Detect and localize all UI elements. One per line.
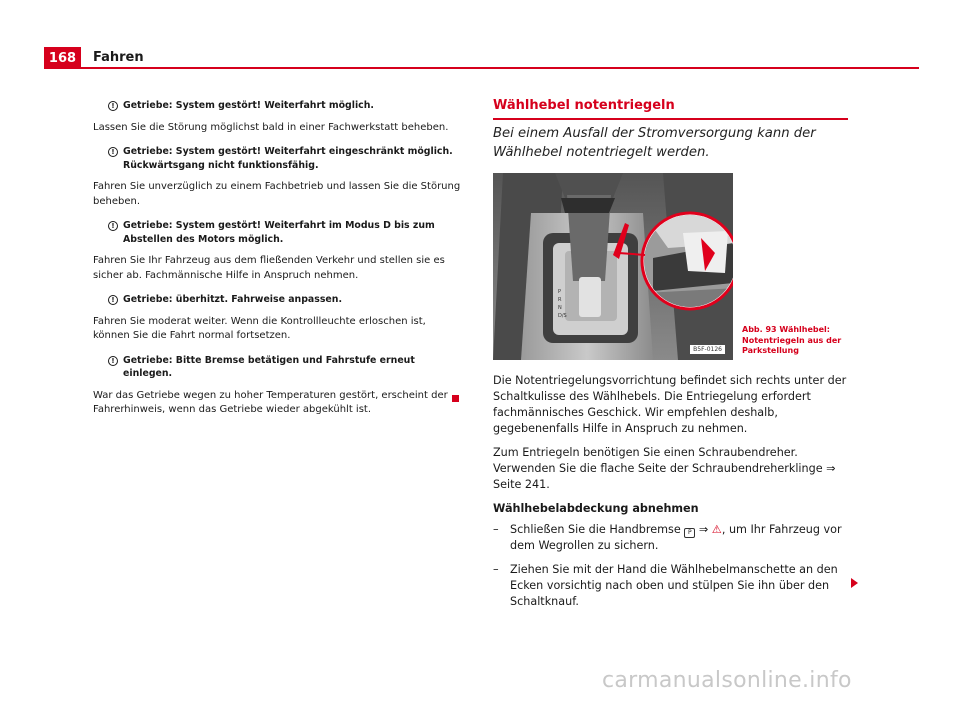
- step-1: [493, 522, 853, 554]
- message-3: [93, 219, 465, 246]
- step-text-before: Schließen Sie die Handbremse: [510, 523, 681, 536]
- step-text-after: , um Ihr Fahrzeug vor dem Wegrollen zu sichern.: [510, 523, 842, 552]
- header-rule: [44, 67, 919, 69]
- continue-arrow-icon: [851, 578, 858, 588]
- figure-caption-text: Wählhebel: Notentriegeln aus der Parkstellung: [742, 325, 842, 355]
- warning-circle-icon: !: [108, 147, 118, 157]
- svg-text:N: N: [558, 305, 562, 311]
- message-text: Getriebe: überhitzt. Fahrweise anpassen.: [123, 294, 343, 305]
- message-body: Fahren Sie moderat weiter. Wenn die Kontrollleuchte erloschen ist, können Sie die Fahrt normal fortsetzen.: [93, 315, 426, 341]
- svg-text:D/S: D/S: [558, 313, 567, 319]
- warning-circle-icon: !: [108, 295, 118, 305]
- step-text: [510, 522, 853, 554]
- section-end-mark: [452, 395, 459, 402]
- left-column: [93, 99, 465, 428]
- figure-label: Abb. 93: [742, 325, 777, 334]
- warning-circle-icon: !: [108, 101, 118, 111]
- warning-circle-icon: !: [108, 221, 118, 231]
- warning-circle-icon: !: [108, 356, 118, 366]
- handbrake-icon: P: [684, 528, 695, 538]
- section-rule: [493, 118, 848, 120]
- step-2: [493, 562, 853, 610]
- section-subtitle: Bei einem Ausfall der Stromversorgung kann der Wählhebel notentriegelt werden.: [493, 126, 816, 160]
- message-text: Getriebe: System gestört! Weiterfahrt eingeschränkt möglich. Rückwärtsgang nicht funktionsfähig.: [123, 146, 453, 171]
- message-text: Getriebe: System gestört! Weiterfahrt möglich.: [123, 100, 374, 111]
- message-1: [93, 99, 465, 113]
- paragraph-1: Die Notentriegelungsvorrichtung befindet sich rechts unter der Schaltkulisse des Wählhebels. Die Entriegelung erfordert fachmännisches Geschick. Wir empfehlen deshalb, gegebenenfalls Hilfe in Anspruch zu nehmen.: [493, 374, 847, 435]
- message-4: [93, 293, 465, 307]
- figure-gear-lever: [493, 173, 733, 360]
- message-text: Getriebe: System gestört! Weiterfahrt im Modus D bis zum Abstellen des Motors möglich.: [123, 220, 435, 245]
- figure-caption: [742, 325, 852, 357]
- svg-text:P: P: [558, 289, 562, 295]
- subhead: Wählhebelabdeckung abnehmen: [493, 502, 699, 515]
- right-body: [493, 373, 853, 618]
- chapter-title: Fahren: [93, 50, 144, 65]
- dash-marker: –: [493, 523, 499, 536]
- svg-text:R: R: [558, 297, 562, 303]
- page-number: 168: [48, 50, 77, 66]
- message-body: Fahren Sie Ihr Fahrzeug aus dem fließenden Verkehr und stellen sie es sicher ab. Fachmännische Hilfe in Anspruch nehmen.: [93, 255, 445, 281]
- message-body: War das Getriebe wegen zu hoher Temperaturen gestört, erscheint der Fahrerhinweis, wenn das Getriebe wieder abgekühlt ist.: [93, 389, 448, 415]
- gear-lever-illustration: [493, 173, 733, 360]
- warning-triangle-icon: ⚠: [711, 523, 722, 536]
- dash-marker: –: [493, 563, 499, 576]
- message-body: Lassen Sie die Störung möglichst bald in einer Fachwerkstatt beheben.: [93, 121, 449, 133]
- section-title: Wählhebel notentriegeln: [493, 98, 675, 113]
- message-2: [93, 145, 465, 172]
- message-body: Fahren Sie unverzüglich zu einem Fachbetrieb und lassen Sie die Störung beheben.: [93, 181, 461, 207]
- page-number-box: [44, 47, 81, 69]
- cross-ref-arrow: ⇒: [695, 523, 712, 536]
- figure-code: B5F-0126: [690, 345, 725, 354]
- paragraph-2: Zum Entriegeln benötigen Sie einen Schraubendreher. Verwenden Sie die flache Seite der Schraubendreherklinge ⇒ Seite 241.: [493, 446, 836, 491]
- message-5: [93, 354, 465, 381]
- watermark: carmanualsonline.info: [602, 668, 852, 693]
- step-text: Ziehen Sie mit der Hand die Wählhebelmanschette an den Ecken vorsichtig nach oben und stülpen Sie ihn über den Schaltknauf.: [510, 563, 838, 608]
- message-text: Getriebe: Bitte Bremse betätigen und Fahrstufe erneut einlegen.: [123, 354, 415, 379]
